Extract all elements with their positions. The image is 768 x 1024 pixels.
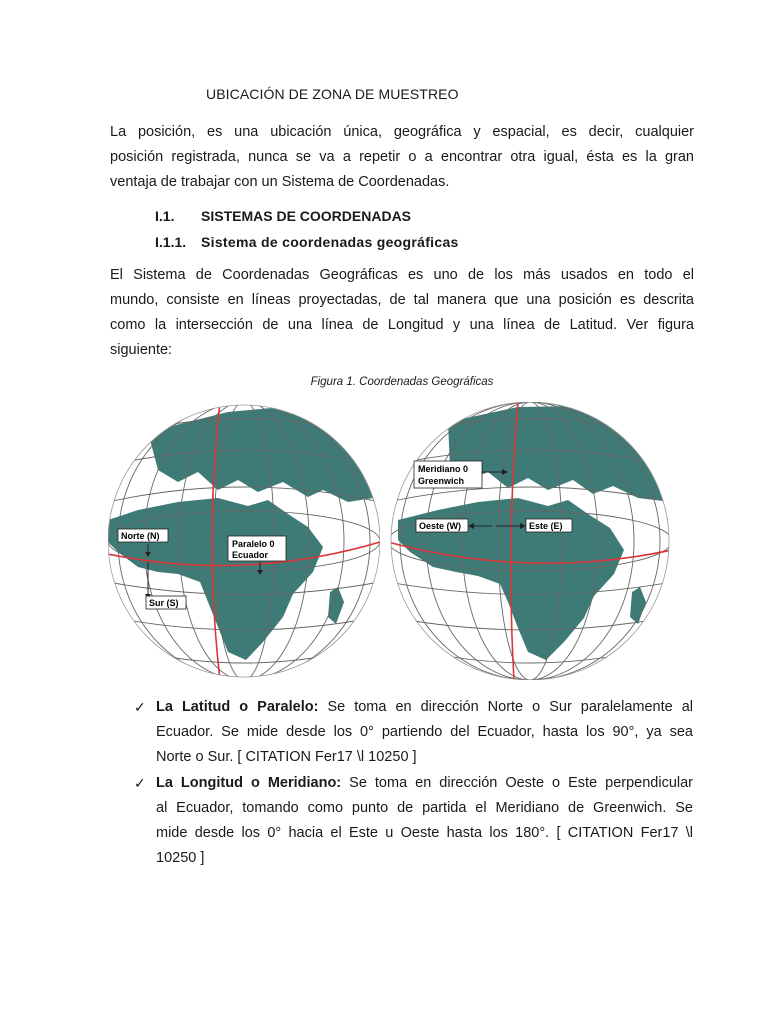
subsection-title: Sistema de coordenadas geográficas <box>201 234 459 250</box>
figure-caption: Figura 1. Coordenadas Geográficas <box>310 376 494 388</box>
intro-paragraph <box>110 120 694 195</box>
subsection-number: I.1.1. <box>155 234 187 250</box>
label-paralelo: Paralelo 0 <box>232 539 275 549</box>
section-title: SISTEMAS DE COORDENADAS <box>201 208 412 224</box>
bullet-latitud-line-2: Ecuador. Se mide desde los 0° partiendo del Ecuador, hasta los 90°, ya sea <box>156 724 693 740</box>
subsection-heading <box>155 234 459 250</box>
bullet-longitud-line-3: mide desde los 0° hacia el Este u Oeste hasta los 180°. [ CITATION Fer17 \l <box>156 825 693 841</box>
bullet-longitud <box>156 771 693 871</box>
bullet-longitud-line-4: 10250 ] <box>156 850 205 866</box>
checkmark-icon: ✓ <box>134 775 146 791</box>
label-este: Este (E) <box>529 521 563 531</box>
label-oeste: Oeste (W) <box>419 521 462 531</box>
label-ecuador: Ecuador <box>232 550 269 560</box>
checkmark-icon: ✓ <box>134 699 146 715</box>
body-line-2: mundo, consiste en líneas proyectadas, de tal manera que una posición es descrita <box>110 292 694 308</box>
section-number: I.1. <box>155 208 175 224</box>
left-globe-figure <box>108 402 380 680</box>
intro-line-1: La posición, es una ubicación única, geográfica y espacial, es decir, cualquier <box>110 124 694 140</box>
label-sur: Sur (S) <box>149 598 179 608</box>
label-greenwich: Greenwich <box>418 476 465 486</box>
bullet-latitud-line-3: Norte o Sur. [ CITATION Fer17 \l 10250 ] <box>156 749 417 765</box>
bullet-latitud-line-1: Se toma en dirección Norte o Sur paralelamente al <box>318 699 693 715</box>
bullet-longitud-line-2: al Ecuador, tomando como punto de partida el Meridiano de Greenwich. Se <box>156 800 693 816</box>
intro-line-2: posición registrada, nunca se va a repetir o a encontrar otra igual, ésta es la gran <box>110 149 694 165</box>
body-paragraph <box>110 263 694 363</box>
bullet-longitud-term: La Longitud o Meridiano: <box>156 775 342 791</box>
bullet-latitud-term: La Latitud o Paralelo: <box>156 699 319 715</box>
intro-line-3: ventaja de trabajar con un Sistema de Coordenadas. <box>110 174 450 190</box>
body-line-1: El Sistema de Coordenadas Geográficas es uno de los más usados en todo el <box>110 267 694 283</box>
bullet-latitud <box>156 695 693 770</box>
right-globe-figure <box>388 402 672 680</box>
section-heading <box>155 208 412 224</box>
bullet-longitud-line-1: Se toma en dirección Oeste o Este perpendicular <box>341 775 694 791</box>
label-norte: Norte (N) <box>121 531 160 541</box>
body-line-3: como la intersección de una línea de Longitud y una línea de Latitud. Ver figura <box>110 317 694 333</box>
page-title: UBICACIÓN DE ZONA DE MUESTREO <box>206 86 459 102</box>
body-line-4: siguiente: <box>110 342 173 358</box>
label-meridiano: Meridiano 0 <box>418 464 469 474</box>
